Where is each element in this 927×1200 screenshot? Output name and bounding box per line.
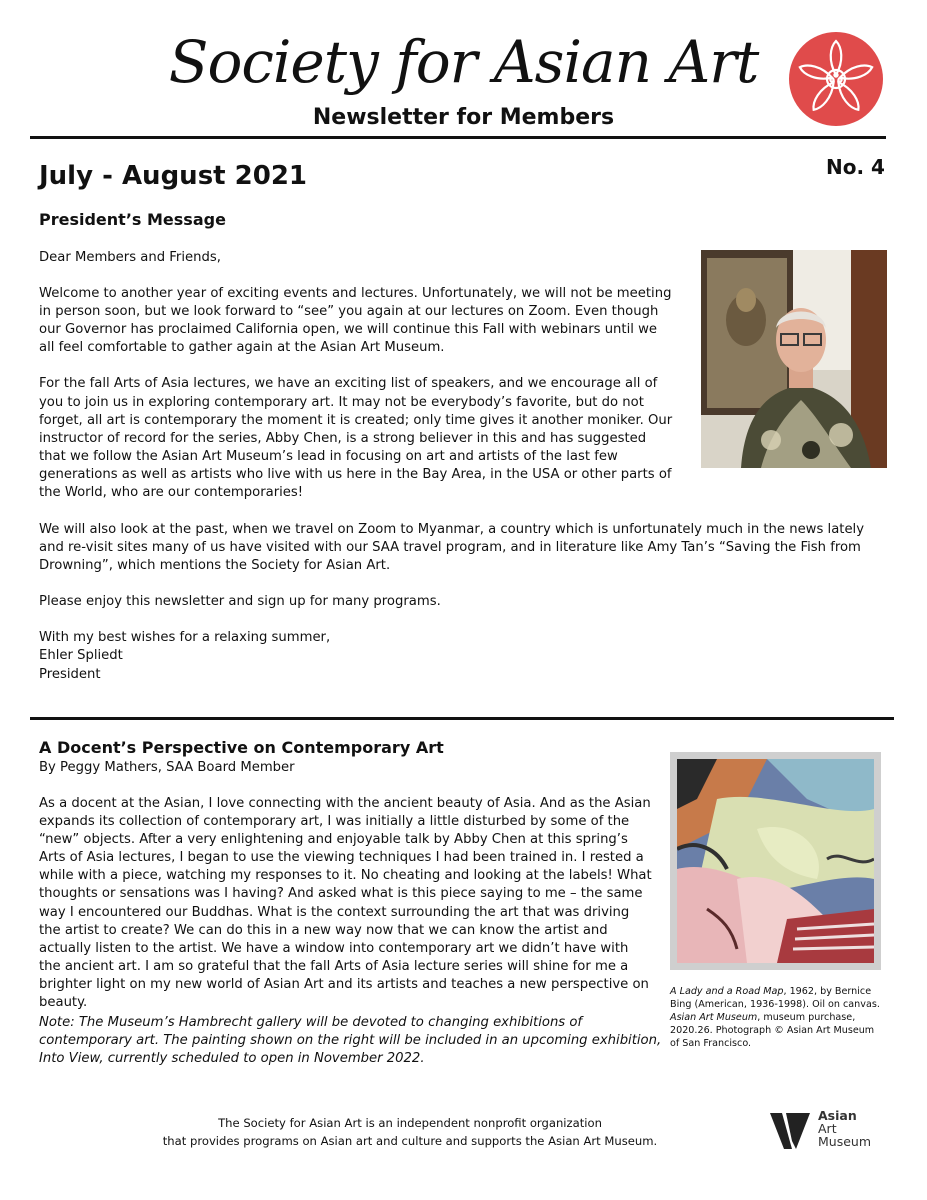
paragraph: For the fall Arts of Asia lectures, we have an exciting list of speakers, and we encourage all of you to join us in exploring contemporary art. It may not be everybody’s favorite, but do not forget, all art is contemporary the moment it is created; only time gives it another moniker. Our instructor of record for the series, Abby Chen, is a strong believer in this and has suggested that we follow the Asian Art Museum’s lead in focusing on art and artists of the last few generations as well as artists who live with us here in the Bay Area, in the USA or other parts of the World, who are our contemporaries! — [39, 376, 673, 501]
footer-line: that provides programs on Asian art and culture and supports the Asian Art Museum. — [162, 1134, 658, 1148]
asian-art-museum-logo-icon — [770, 1111, 814, 1151]
signature: Ehler Spliedt — [39, 648, 123, 664]
newsletter-subtitle: Newsletter for Members — [312, 105, 615, 130]
paragraph: Welcome to another year of exciting events and lectures. Unfortunately, we will not be meeting in person soon, but we look forward to “see” you again at our lectures on Zoom. Even though our Governor has proclaimed California open, we will continue this Fall with webinars until we all feel comfortable to gather again at the Asian Art Museum. — [39, 286, 672, 356]
society-title: Society for Asian Art — [168, 28, 759, 96]
docent-byline: By Peggy Mathers, SAA Board Member — [39, 760, 295, 775]
wordmark-line: Museum — [818, 1134, 872, 1149]
asian-art-museum-wordmark — [818, 1109, 871, 1148]
painting-image — [677, 759, 874, 963]
president-photo — [701, 250, 887, 468]
footer-line: The Society for Asian Art is an independent nonprofit organization — [218, 1116, 602, 1130]
footer — [150, 1114, 670, 1150]
issue-date: July - August 2021 — [39, 161, 308, 191]
issue-number: No. 4 — [826, 155, 885, 179]
exhibition-note: Note: The Museum’s Hambrecht gallery will be devoted to changing exhibitions of contemporary art. The painting shown on the right will be included in an upcoming exhibition, Into View, currently scheduled to open in November 2022. — [39, 1015, 662, 1067]
paragraph: Please enjoy this newsletter and sign up for many programs. — [39, 594, 441, 610]
signature-role: President — [39, 666, 101, 682]
docent-body: As a docent at the Asian, I love connecting with the ancient beauty of Asia. And as the Asian expands its collection of contemporary art, I was initially a little disturbed by some of the “new” objects. After a very enlightening and enjoyable talk by Abby Chen at this spring’s Arts of Asia lectures, I began to use the viewing techniques I had been trained in. I rested a while with a piece, watching my responses to it. No cheating and looking at the labels! What thoughts or sensations was I having? And asked what is this piece saying to me – the same way I encountered our Buddhas. What is the context surrounding the art that was driving the artist to create? We can do this in a new way now that we can know the artist and actually listen to the artist. We have a window into contemporary art we didn’t have with the ancient art. I am so grateful that the fall Arts of Asia lecture series will shine for me a brighter light on my new world of Asian Art and its artists and teaches a new perspective on beauty. — [39, 796, 652, 1011]
salutation: Dear Members and Friends, — [39, 250, 221, 265]
closing: With my best wishes for a relaxing summer, — [39, 630, 331, 646]
presidents-message-body — [39, 249, 675, 520]
paragraph: We will also look at the past, when we travel on Zoom to Myanmar, a country which is unfortunately much in the news lately and re-visit sites many of us have visited with our SAA travel program, and in literature like Amy Tan’s “Saving the Fish from Drowning”, which mentions the Society for Asian Art. — [39, 522, 865, 574]
caption-credit: , museum purchase, 2020.26. Photograph © Asian Art Museum of San Francisco. — [670, 1012, 875, 1049]
painting-caption — [670, 985, 885, 1050]
caption-details: , 1962, by Bernice Bing (American, 1936-1998). Oil on canvas. — [670, 986, 880, 1010]
header-rule — [30, 136, 886, 139]
wordmark-line: Art — [818, 1121, 837, 1136]
wordmark-line: Asian — [818, 1108, 857, 1123]
caption-collection: Asian Art Museum — [670, 1012, 758, 1023]
section-rule — [30, 717, 894, 720]
lotus-logo-icon — [788, 31, 884, 127]
presidents-message-heading: President’s Message — [39, 210, 226, 229]
docent-heading: A Docent’s Perspective on Contemporary Art — [39, 738, 444, 757]
presidents-message-continued — [39, 521, 887, 684]
caption-title: A Lady and a Road Map — [670, 986, 784, 997]
